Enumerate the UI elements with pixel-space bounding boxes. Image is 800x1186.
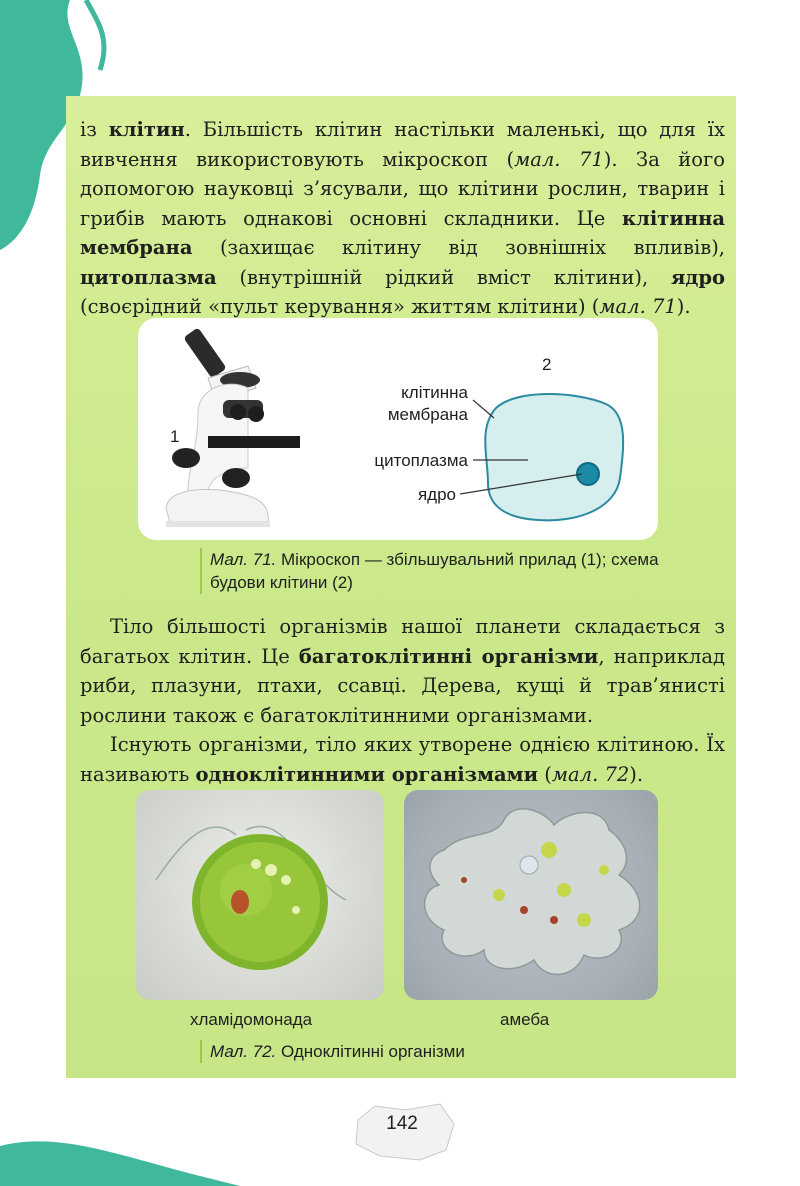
page-number: 142 <box>386 1113 418 1134</box>
microscope-and-cell-diagram <box>138 318 658 540</box>
amoeba-photo <box>404 790 658 1000</box>
paragraph-unicellular: Існують організми, тіло яких утворене однією клітиною. Їх називають одноклітинними організмами (мал. 72). <box>80 733 725 786</box>
paragraph-cells: із клітин. Більшість клітин настільки маленькі, що для їх вивчення використовують мікроскоп (мал. 71). За його допомогою науковці з’ясували, що клітини рослин, тварин і грибів мають однакові основні складники. Це клітинна мембрана (захищає клітину від зовнішніх впливів), цитоплазма (внутрішній рідкий вміст клітини), ядро (своєрідний «пульт керування» життям клітини) (мал. 71). <box>80 118 725 318</box>
nucleus-label: ядро <box>417 485 456 504</box>
label-1: 1 <box>170 427 180 446</box>
chlamydomonas-photo <box>136 790 384 1000</box>
caption-figure-71: Мал. 71. Мікроскоп — збільшувальний прилад (1); схема будови клітини (2) <box>200 548 670 594</box>
teal-bottom-decoration <box>0 1126 240 1186</box>
label-chlamydomonas: хламідомонада <box>190 1010 313 1029</box>
label-2: 2 <box>542 355 552 374</box>
cell-membrane-shape <box>485 394 623 520</box>
paragraph-multicellular: Тіло більшості організмів нашої планети складається з багатьох клітин. Це багатоклітинні організми, наприклад риби, плазуни, птахи, ссавці. Дерева, кущі й трав’янисті рослини також є багатоклітинними організмами. <box>80 615 725 727</box>
cytoplasm-label: цитоплазма <box>374 451 468 470</box>
figure-71 <box>138 318 658 540</box>
microscope-illustration <box>166 327 300 527</box>
label-amoeba: амеба <box>500 1010 550 1029</box>
membrane-label: клітинна мембрана <box>387 383 468 424</box>
caption-figure-72: Мал. 72. Одноклітинні організми <box>200 1040 465 1063</box>
